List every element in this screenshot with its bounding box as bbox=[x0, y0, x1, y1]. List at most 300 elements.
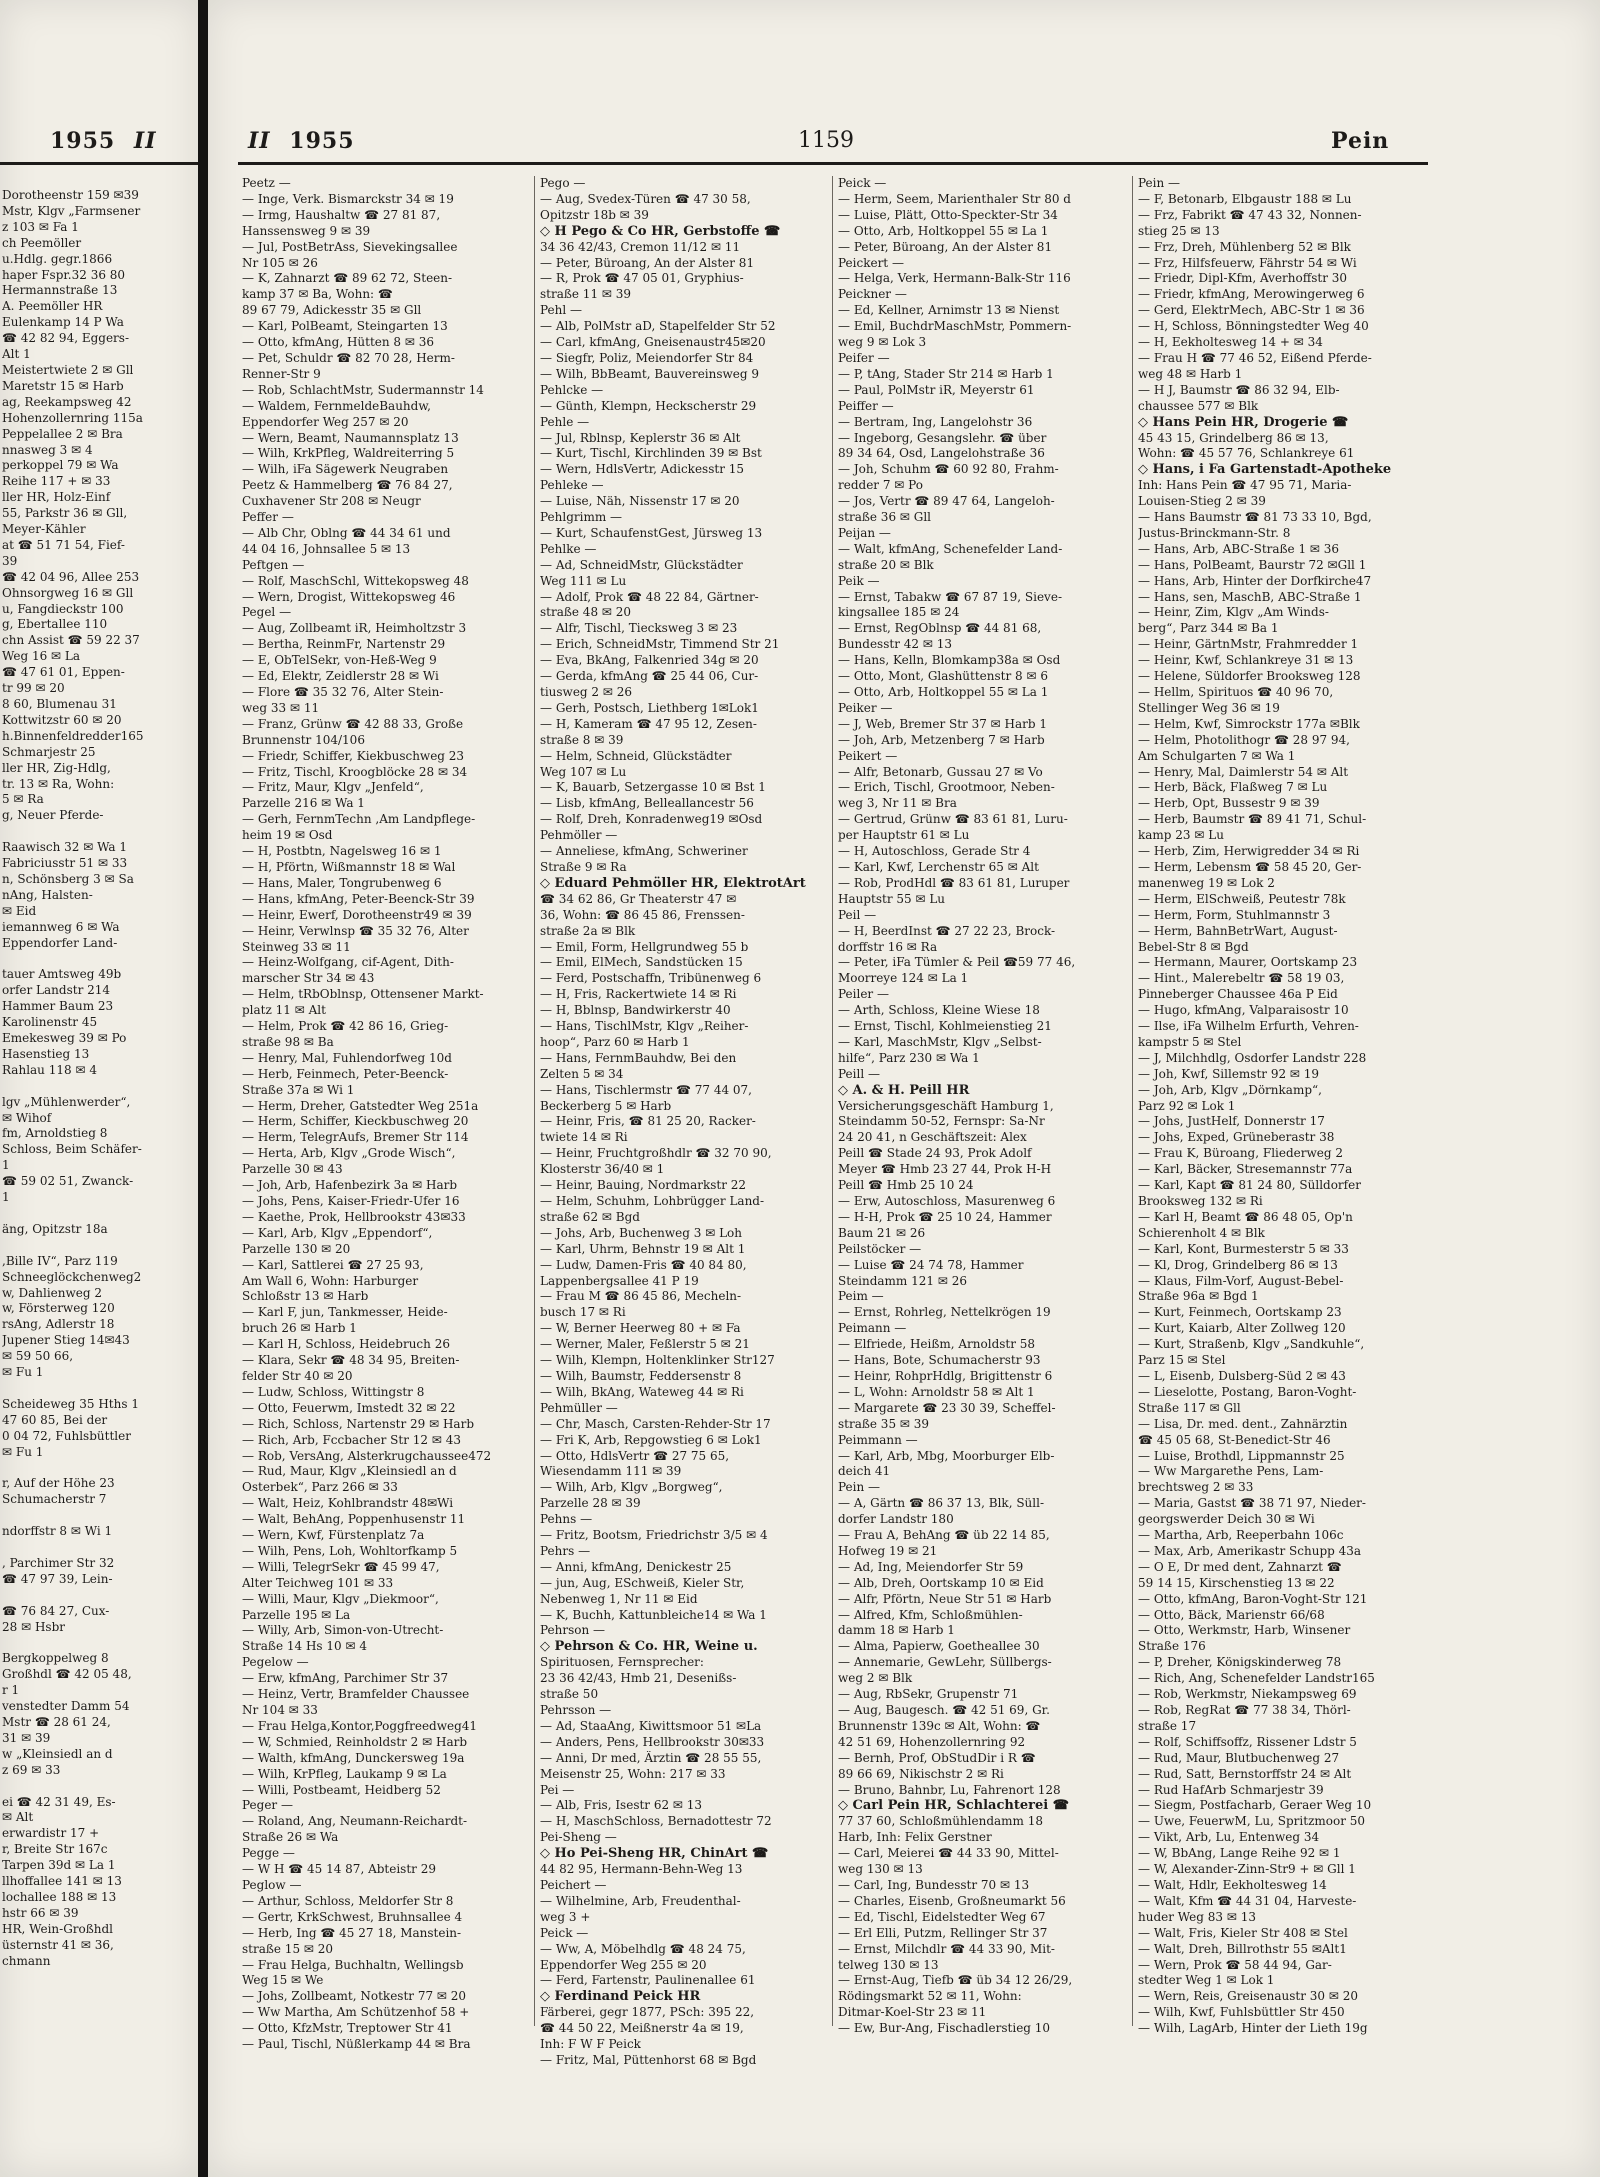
directory-line: — H, MaschSchloss, Bernadottestr 72 bbox=[540, 1814, 772, 1829]
directory-line: — Wern, Reis, Greisenaustr 30 ✉ 20 bbox=[1138, 1989, 1359, 2004]
directory-line: Peimmann — bbox=[838, 1432, 918, 1447]
directory-line: straße 50 bbox=[540, 1687, 599, 1702]
directory-line: weg 33 ✉ 11 bbox=[242, 700, 320, 715]
directory-line bbox=[2, 1588, 196, 1604]
directory-line: — Anni, Dr med, Ärztin ☎ 28 55 55, bbox=[540, 1750, 762, 1765]
directory-line: ✉ Wihof bbox=[2, 1110, 52, 1125]
directory-line: — Irmg, Haushaltw ☎ 27 81 87, bbox=[242, 207, 441, 222]
directory-line: orfer Landstr 214 bbox=[2, 983, 111, 998]
directory-line: Louisen-Stieg 2 ✉ 39 bbox=[1138, 494, 1266, 509]
directory-line bbox=[2, 1079, 196, 1095]
directory-line: — Helm, Kwf, Simrockstr 177a ✉Blk bbox=[1138, 716, 1360, 731]
directory-line: — Herb, Baumstr ☎ 89 41 71, Schul- bbox=[1138, 812, 1367, 827]
directory-line: — Hans, Maler, Tongrubenweg 6 bbox=[242, 875, 442, 890]
directory-line: stieg 25 ✉ 13 bbox=[1138, 223, 1220, 238]
directory-line: — Walt, Heiz, Kohlbrandstr 48✉Wi bbox=[242, 1496, 454, 1511]
directory-line: Nr 105 ✉ 26 bbox=[242, 255, 318, 270]
directory-line: — Kurt, Kaiarb, Alter Zollweg 120 bbox=[1138, 1321, 1346, 1336]
directory-line: — Fritz, Tischl, Kroogblöcke 28 ✉ 34 bbox=[242, 764, 468, 779]
directory-line: — Karl H, Beamt ☎ 86 48 05, Op'n bbox=[1138, 1209, 1353, 1224]
directory-line: — K, Bauarb, Setzergasse 10 ✉ Bst 1 bbox=[540, 780, 766, 795]
directory-line: — Herm, Schiffer, Kieckbuschweg 20 bbox=[242, 1114, 469, 1129]
directory-line: Peimann — bbox=[838, 1321, 907, 1336]
directory-line: — Joh, Kwf, Sillemstr 92 ✉ 19 bbox=[1138, 1066, 1320, 1081]
directory-line: kamp 37 ✉ Ba, Wohn: ☎ bbox=[242, 287, 393, 302]
directory-line: — Gerd, ElektrMech, ABC-Str 1 ✉ 36 bbox=[1138, 303, 1365, 318]
directory-line: Färberei, gegr 1877, PSch: 395 22, bbox=[540, 2005, 755, 2020]
directory-line: — Fritz, Maur, Klgv „Jenfeld“, bbox=[242, 780, 424, 795]
directory-line: — L, Wohn: Arnoldstr 58 ✉ Alt 1 bbox=[838, 1384, 1035, 1399]
directory-line: Pei-Sheng — bbox=[540, 1830, 617, 1845]
directory-line: — Annemarie, GewLehr, Süllbergs- bbox=[838, 1655, 1052, 1670]
directory-line: Stellinger Weg 36 ✉ 19 bbox=[1138, 700, 1280, 715]
directory-line: platz 11 ✉ Alt bbox=[242, 1003, 326, 1018]
directory-line: ☎ 42 82 94, Eggers- bbox=[2, 331, 130, 346]
directory-line: 34 36 42/43, Cremon 11/12 ✉ 11 bbox=[540, 239, 741, 254]
directory-line: Schneeglöckchenweg2 bbox=[2, 1269, 142, 1284]
directory-line: u, Fangdieckstr 100 bbox=[2, 601, 124, 616]
directory-line bbox=[2, 1238, 196, 1254]
directory-line: — Wilh, KrPfleg, Laukamp 9 ✉ La bbox=[242, 1766, 447, 1781]
directory-line: Straße 176 bbox=[1138, 1639, 1206, 1654]
directory-line: — Wern, Drogist, Wittekopsweg 46 bbox=[242, 589, 456, 604]
directory-line: — Ad, Ing, Meiendorfer Str 59 bbox=[838, 1559, 1024, 1574]
directory-line: straße 2a ✉ Blk bbox=[540, 923, 636, 938]
directory-line: 89 67 79, Adickesstr 35 ✉ Gll bbox=[242, 303, 422, 318]
directory-line: — Karl, Arb, Mbg, Moorburger Elb- bbox=[838, 1448, 1055, 1463]
directory-line: 39 bbox=[2, 553, 18, 568]
directory-line: — Jul, PostBetrAss, Sievekingsallee bbox=[242, 239, 458, 254]
directory-line: Weg 111 ✉ Lu bbox=[540, 573, 627, 588]
directory-line: — Herm, ElSchweiß, Peutestr 78k bbox=[1138, 891, 1346, 906]
directory-line: ndorffstr 8 ✉ Wi 1 bbox=[2, 1524, 113, 1539]
directory-line: — Roland, Ang, Neumann-Reichardt- bbox=[242, 1814, 468, 1829]
directory-line: ☎ 59 02 51, Zwanck- bbox=[2, 1174, 134, 1189]
directory-line: Alt 1 bbox=[2, 347, 31, 362]
directory-line: — Aug, RbSekr, Grupenstr 71 bbox=[838, 1687, 1019, 1702]
directory-line: Pehle — bbox=[540, 414, 590, 429]
directory-line: busch 17 ✉ Ri bbox=[540, 1305, 626, 1320]
directory-line: — Eva, BkAng, Falkenried 34g ✉ 20 bbox=[540, 653, 759, 668]
directory-line: — Anneliese, kfmAng, Schweriner bbox=[540, 844, 748, 859]
directory-line: ◇ Hans, i Fa Gartenstadt-Apotheke bbox=[1138, 462, 1392, 478]
directory-line: nnasweg 3 ✉ 4 bbox=[2, 442, 93, 457]
directory-line: — Kurt, Feinmech, Oortskamp 23 bbox=[1138, 1305, 1342, 1320]
directory-line: — Helm, Prok ☎ 42 86 16, Grieg- bbox=[242, 1019, 449, 1034]
directory-line: — Willi, Maur, Klgv „Diekmoor“, bbox=[242, 1591, 439, 1606]
directory-line: — Frz, Hilfsfeuerw, Fährstr 54 ✉ Wi bbox=[1138, 255, 1357, 270]
directory-line: — Wilh, LagArb, Hinter der Lieth 19g bbox=[1138, 2021, 1368, 2036]
directory-line: Reihe 117 + ✉ 33 bbox=[2, 474, 111, 489]
directory-line: — Heinr, GärtnMstr, Frahmredder 1 bbox=[1138, 637, 1359, 652]
directory-line bbox=[2, 952, 196, 968]
directory-line: Bergkoppelweg 8 bbox=[2, 1651, 109, 1666]
directory-line: — Walth, kfmAng, Dunckersweg 19a bbox=[242, 1750, 465, 1765]
directory-line: — Heinr, Fruchtgroßhdlr ☎ 32 70 90, bbox=[540, 1146, 772, 1161]
directory-line: — Willi, TelegrSekr ☎ 45 99 47, bbox=[242, 1559, 440, 1574]
directory-line: — Siegfr, Poliz, Meiendorfer Str 84 bbox=[540, 350, 754, 365]
directory-line: Peickner — bbox=[838, 287, 907, 302]
directory-line: Bebel-Str 8 ✉ Bgd bbox=[1138, 939, 1249, 954]
directory-line: Moorreye 124 ✉ La 1 bbox=[838, 971, 969, 986]
directory-line: — Wern, HdlsVertr, Adickesstr 15 bbox=[540, 462, 745, 477]
directory-line: ei ☎ 42 31 49, Es- bbox=[2, 1794, 116, 1809]
directory-line: üsternstr 41 ✉ 36, bbox=[2, 1937, 114, 1952]
directory-line: huder Weg 83 ✉ 13 bbox=[1138, 1909, 1256, 1924]
directory-line: — Hans, Bote, Schumacherstr 93 bbox=[838, 1353, 1041, 1368]
directory-line: — Wilh, Pens, Loh, Wohltorfkamp 5 bbox=[242, 1543, 458, 1558]
directory-line: Hauptstr 55 ✉ Lu bbox=[838, 891, 946, 906]
directory-line: — Frz, Fabrikt ☎ 47 43 32, Nonnen- bbox=[1138, 207, 1362, 222]
directory-line: Wiesendamm 111 ✉ 39 bbox=[540, 1464, 682, 1479]
left-page-column bbox=[2, 188, 196, 1970]
directory-line: — Heinr, Zim, Klgv „Am Winds- bbox=[1138, 605, 1329, 620]
directory-line: — Kurt, Tischl, Kirchlinden 39 ✉ Bst bbox=[540, 446, 762, 461]
directory-line: Peik — bbox=[838, 573, 880, 588]
directory-line: Parz 15 ✉ Stel bbox=[1138, 1353, 1226, 1368]
directory-line: 44 04 16, Johnsallee 5 ✉ 13 bbox=[242, 541, 411, 556]
directory-line: — P, tAng, Stader Str 214 ✉ Harb 1 bbox=[838, 366, 1054, 381]
directory-line: A. Peemöller HR bbox=[2, 299, 103, 314]
directory-line: n, Schönsberg 3 ✉ Sa bbox=[2, 871, 134, 886]
directory-line: 89 66 69, Nikischstr 2 ✉ Ri bbox=[838, 1766, 1004, 1781]
directory-line: — Maria, Gastst ☎ 38 71 97, Nieder- bbox=[1138, 1496, 1366, 1511]
directory-line: perkoppel 79 ✉ Wa bbox=[2, 458, 119, 473]
directory-line: — Joh, Schuhm ☎ 60 92 80, Frahm- bbox=[838, 462, 1059, 477]
directory-line: — Erich, SchneidMstr, Timmend Str 21 bbox=[540, 637, 780, 652]
directory-line: — Wilh, KrkPfleg, Waldreiterring 5 bbox=[242, 446, 455, 461]
directory-line: hstr 66 ✉ 39 bbox=[2, 1905, 79, 1920]
directory-line: — Hans, Kelln, Blomkamp38a ✉ Osd bbox=[838, 653, 1061, 668]
directory-line: — Rud HafArb Schmarjestr 39 bbox=[1138, 1782, 1324, 1797]
directory-line: iemannweg 6 ✉ Wa bbox=[2, 919, 120, 934]
directory-column-3 bbox=[838, 176, 1128, 2037]
left-running-head bbox=[50, 128, 157, 154]
directory-line: Peglow — bbox=[242, 1877, 302, 1892]
directory-line: — Herta, Arb, Klgv „Grode Wisch“, bbox=[242, 1146, 456, 1161]
directory-line: Eppendorfer Weg 255 ✉ 20 bbox=[540, 1957, 707, 1972]
directory-line: Pehrsson — bbox=[540, 1703, 612, 1717]
directory-line: Eulenkamp 14 P Wa bbox=[2, 315, 124, 330]
directory-line: tr. 13 ✉ Ra, Wohn: bbox=[2, 776, 115, 791]
directory-line: — Karl, Kwf, Lerchenstr 65 ✉ Alt bbox=[838, 859, 1039, 874]
directory-line: — Rud, Maur, Klgv „Kleinsiedl an d bbox=[242, 1464, 457, 1479]
column-divider bbox=[832, 176, 833, 2026]
directory-line bbox=[2, 1381, 196, 1397]
directory-line: Brooksweg 132 ✉ Ri bbox=[1138, 1194, 1263, 1208]
directory-line: — Frau H ☎ 77 46 52, Eißend Pferde- bbox=[1138, 350, 1372, 365]
directory-line: bruch 26 ✉ Harb 1 bbox=[242, 1321, 357, 1336]
directory-line bbox=[2, 1206, 196, 1222]
directory-line: 55, Parkstr 36 ✉ Gll, bbox=[2, 506, 128, 521]
directory-line: — Ew, Bur-Ang, Fischadlerstieg 10 bbox=[838, 2021, 1051, 2036]
directory-line: Am Wall 6, Wohn: Harburger bbox=[242, 1273, 419, 1288]
directory-line: Pehrson — bbox=[540, 1623, 606, 1638]
directory-line: — Erw, Autoschloss, Masurenweg 6 bbox=[838, 1194, 1056, 1208]
directory-line: — Ww Margarethe Pens, Lam- bbox=[1138, 1464, 1324, 1479]
directory-line: stedter Weg 1 ✉ Lok 1 bbox=[1138, 1973, 1275, 1988]
directory-line: r, Auf der Höhe 23 bbox=[2, 1476, 115, 1491]
directory-line: ch Peemöller bbox=[2, 235, 82, 250]
directory-line: Parzelle 216 ✉ Wa 1 bbox=[242, 796, 365, 811]
directory-line: — Karl, Kapt ☎ 81 24 80, Sülldorfer bbox=[1138, 1178, 1361, 1193]
directory-line: — Alb, Fris, Isestr 62 ✉ 13 bbox=[540, 1798, 703, 1813]
directory-line: Renner-Str 9 bbox=[242, 366, 321, 381]
directory-line: Hasenstieg 13 bbox=[2, 1046, 90, 1061]
directory-line: hoop“, Parz 60 ✉ Harb 1 bbox=[540, 1034, 690, 1049]
directory-line: — Aug, Svedex-Türen ☎ 47 30 58, bbox=[540, 191, 751, 206]
directory-line: — Wilh, BbBeamt, Bauvereinsweg 9 bbox=[540, 366, 760, 381]
directory-line: ◇ Pehrson & Co. HR, Weine u. bbox=[540, 1639, 758, 1655]
directory-line: — Rob, ProdHdl ☎ 83 61 81, Luruper bbox=[838, 875, 1070, 890]
directory-line: lgv „Mühlenwerder“, bbox=[2, 1094, 131, 1109]
directory-line bbox=[2, 1508, 196, 1524]
directory-line: — Ernst, RegOblnsp ☎ 44 81 68, bbox=[838, 621, 1042, 636]
directory-line: — Rolf, MaschSchl, Wittekopsweg 48 bbox=[242, 573, 469, 588]
directory-line: 42 51 69, Hohenzollernring 92 bbox=[838, 1734, 1026, 1749]
directory-line: — Fri K, Arb, Repgowstieg 6 ✉ Lok1 bbox=[540, 1432, 762, 1447]
directory-line: — Emil, BuchdrMaschMstr, Pommern- bbox=[838, 319, 1072, 334]
directory-line: ✉ Eid bbox=[2, 903, 37, 918]
directory-line: — Gerda, kfmAng ☎ 25 44 06, Cur- bbox=[540, 669, 759, 684]
directory-line: — Ludw, Damen-Fris ☎ 40 84 80, bbox=[540, 1257, 747, 1272]
directory-line: Jupener Stieg 14✉43 bbox=[2, 1333, 130, 1348]
column-divider bbox=[534, 176, 535, 2026]
directory-line: — Lisa, Dr. med. dent., Zahnärztin bbox=[1138, 1416, 1348, 1431]
directory-line: — Ernst, Milchdlr ☎ 44 33 90, Mit- bbox=[838, 1941, 1055, 1956]
directory-line: — W, BbAng, Lange Reihe 92 ✉ 1 bbox=[1138, 1846, 1341, 1861]
directory-line: Straße 9 ✉ Ra bbox=[540, 859, 627, 874]
directory-line: straße 35 ✉ 39 bbox=[838, 1416, 930, 1431]
directory-line: Parzelle 195 ✉ La bbox=[242, 1607, 351, 1622]
directory-line: weg 2 ✉ Blk bbox=[838, 1671, 913, 1686]
directory-line: HR, Wein-Großhdl bbox=[2, 1921, 114, 1936]
directory-line: ◇ Ho Pei-Sheng HR, ChinArt ☎ bbox=[540, 1846, 769, 1862]
directory-line: Raawisch 32 ✉ Wa 1 bbox=[2, 840, 127, 855]
directory-line: — Peter, Büroang, An der Alster 81 bbox=[540, 255, 755, 270]
directory-line: — Karl F, jun, Tankmesser, Heide- bbox=[242, 1305, 448, 1320]
directory-line: Weg 16 ✉ La bbox=[2, 649, 81, 664]
directory-line: u.Hdlg. gegr.1866 bbox=[2, 251, 113, 266]
directory-line: Pehleke — bbox=[540, 478, 604, 493]
directory-line: Pehrs — bbox=[540, 1543, 591, 1558]
directory-line: h.Binnenfeldredder165 bbox=[2, 728, 144, 743]
directory-line: — W H ☎ 45 14 87, Abteistr 29 bbox=[242, 1862, 436, 1877]
directory-line: — Karl, Bäcker, Stresemannstr 77a bbox=[1138, 1162, 1353, 1177]
directory-line: — Erw, kfmAng, Parchimer Str 37 bbox=[242, 1671, 449, 1686]
directory-line: — Herm, Lebensm ☎ 58 45 20, Ger- bbox=[1138, 859, 1362, 874]
directory-line: haper Fspr.32 36 80 bbox=[2, 267, 126, 282]
directory-line: — Jos, Vertr ☎ 89 47 64, Langeloh- bbox=[838, 494, 1055, 509]
directory-line: Peiker — bbox=[838, 700, 893, 715]
directory-line: Eppendorfer Weg 257 ✉ 20 bbox=[242, 414, 409, 429]
directory-line: 8 60, Blumenau 31 bbox=[2, 697, 117, 711]
directory-line: — Carl, kfmAng, Gneisenaustr45✉20 bbox=[540, 335, 766, 350]
directory-line: 0 04 72, Fuhlsbüttler bbox=[2, 1428, 131, 1443]
directory-line: — Erl Elli, Putzm, Rellinger Str 37 bbox=[838, 1925, 1048, 1940]
directory-line: — H, Pförtn, Wißmannstr 18 ✉ Wal bbox=[242, 859, 456, 874]
directory-line: Nebenweg 1, Nr 11 ✉ Eid bbox=[540, 1591, 698, 1606]
directory-line: — Frau Helga,Kontor,Poggfreedweg41 bbox=[242, 1718, 478, 1733]
directory-line: erwardistr 17 + bbox=[2, 1826, 100, 1841]
directory-line: — Bruno, Bahnbr, Lu, Fahrenort 128 bbox=[838, 1782, 1061, 1797]
directory-line: ✉ Fu 1 bbox=[2, 1365, 44, 1380]
directory-line: — Rud, Satt, Bernstorffstr 24 ✉ Alt bbox=[1138, 1766, 1352, 1781]
directory-line: ✉ 59 50 66, bbox=[2, 1349, 74, 1364]
directory-line bbox=[2, 1779, 196, 1795]
directory-line: — Jul, Rblnsp, Keplerstr 36 ✉ Alt bbox=[540, 430, 741, 445]
directory-line: — Otto, Arb, Holtkoppel 55 ✉ La 1 bbox=[838, 223, 1049, 238]
left-year: 1955 bbox=[50, 128, 116, 154]
directory-line: ☎ 47 97 39, Lein- bbox=[2, 1571, 113, 1586]
directory-line: — Hans, sen, MaschB, ABC-Straße 1 bbox=[1138, 589, 1362, 604]
directory-line: Mstr, Klgv „Farmsener bbox=[2, 203, 141, 218]
directory-line: — Heinr, Bauing, Nordmarkstr 22 bbox=[540, 1178, 747, 1193]
directory-line: r 1 bbox=[2, 1683, 20, 1698]
directory-line: — Rolf, Dreh, Konradenweg19 ✉Osd bbox=[540, 812, 763, 827]
directory-line: — H, Autoschloss, Gerade Str 4 bbox=[838, 844, 1031, 859]
directory-line: — Ernst, Tabakw ☎ 67 87 19, Sieve- bbox=[838, 589, 1062, 604]
directory-line: Pehlke — bbox=[540, 541, 597, 556]
directory-line: — Ilse, iFa Wilhelm Erfurth, Vehren- bbox=[1138, 1019, 1359, 1034]
directory-line: Cuxhavener Str 208 ✉ Neugr bbox=[242, 494, 421, 509]
directory-line: nAng, Halsten- bbox=[2, 887, 93, 902]
directory-line: — Helm, Schuhm, Lohbrügger Land- bbox=[540, 1194, 765, 1208]
directory-line: ller HR, Holz-Einf bbox=[2, 490, 111, 505]
directory-line: — Otto, KfzMstr, Treptower Str 41 bbox=[242, 2021, 453, 2036]
directory-line: — Rob, RegRat ☎ 77 38 34, Thörl- bbox=[1138, 1703, 1351, 1717]
directory-line: — Joh, Arb, Klgv „Dörnkamp“, bbox=[1138, 1082, 1322, 1097]
directory-line: — Peter, Büroang, An der Alster 81 bbox=[838, 239, 1053, 254]
directory-line: — Kl, Drog, Grindelberg 86 ✉ 13 bbox=[1138, 1257, 1338, 1272]
directory-line: — Wern, Kwf, Fürstenplatz 7a bbox=[242, 1528, 425, 1543]
directory-line: — Chr, Masch, Carsten-Rehder-Str 17 bbox=[540, 1416, 771, 1431]
directory-line: Weg 15 ✉ We bbox=[242, 1973, 324, 1988]
directory-line: — Flore ☎ 35 32 76, Alter Stein- bbox=[242, 685, 444, 699]
directory-line: — Pet, Schuldr ☎ 82 70 28, Herm- bbox=[242, 350, 455, 365]
directory-line: — Herb, Bäck, Flaßweg 7 ✉ Lu bbox=[1138, 780, 1328, 795]
directory-line: — Helm, tRbOblnsp, Ottensener Markt- bbox=[242, 987, 484, 1002]
directory-line: — H, BeerdInst ☎ 27 22 23, Brock- bbox=[838, 923, 1056, 938]
directory-line: — Aug, Baugesch. ☎ 42 51 69, Gr. bbox=[838, 1703, 1050, 1717]
directory-line: — Joh, Arb, Hafenbezirk 3a ✉ Harb bbox=[242, 1178, 458, 1193]
directory-line: — Herm, Seem, Marienthaler Str 80 d bbox=[838, 191, 1071, 206]
directory-line: Meistertwiete 2 ✉ Gll bbox=[2, 362, 134, 377]
directory-line: — Otto, Werkmstr, Harb, Winsener bbox=[1138, 1623, 1351, 1638]
directory-line: — Ferd, Postschaffn, Tribünenweg 6 bbox=[540, 971, 762, 986]
directory-line: Peifer — bbox=[838, 350, 890, 365]
directory-line: heim 19 ✉ Osd bbox=[242, 828, 333, 843]
directory-line: — H, Bblnsp, Bandwirkerstr 40 bbox=[540, 1003, 731, 1018]
directory-line: Karolinenstr 45 bbox=[2, 1015, 98, 1030]
directory-line: Großhdl ☎ 42 05 48, bbox=[2, 1667, 132, 1682]
directory-line: Inh: F W F Peick bbox=[540, 2037, 641, 2052]
directory-line: — J, Milchhdlg, Osdorfer Landstr 228 bbox=[1138, 1050, 1367, 1065]
directory-line: Peffer — bbox=[242, 510, 294, 525]
directory-line: — Hermann, Maurer, Oortskamp 23 bbox=[1138, 955, 1358, 970]
directory-line: Pehmüller — bbox=[540, 1400, 618, 1415]
directory-line: Hanssensweg 9 ✉ 39 bbox=[242, 223, 371, 238]
directory-line: 31 ✉ 39 bbox=[2, 1730, 51, 1745]
guide-word: Pein bbox=[1331, 128, 1390, 154]
directory-line: Schierenholt 4 ✉ Blk bbox=[1138, 1225, 1265, 1240]
directory-line: Parzelle 28 ✉ 39 bbox=[540, 1496, 641, 1511]
directory-line: — Joh, Arb, Metzenberg 7 ✉ Harb bbox=[838, 732, 1045, 747]
directory-line: Kottwitzstr 60 ✉ 20 bbox=[2, 712, 122, 727]
directory-line: — Herm, BahnBetrWart, August- bbox=[1138, 923, 1338, 938]
directory-line: rsAng, Adlerstr 18 bbox=[2, 1317, 115, 1332]
directory-line: — Otto, kfmAng, Baron-Voght-Str 121 bbox=[1138, 1591, 1368, 1606]
directory-line: Eppendorfer Land- bbox=[2, 935, 118, 950]
directory-line: Steinweg 33 ✉ 11 bbox=[242, 939, 351, 954]
directory-line: — Hans, TischlMstr, Klgv „Reiher- bbox=[540, 1019, 749, 1034]
directory-line: — Alfred, Kfm, Schloßmühlen- bbox=[838, 1607, 1023, 1622]
directory-line: — Wilh, Arb, Klgv „Borgweg“, bbox=[540, 1480, 723, 1495]
directory-line: Peick — bbox=[540, 1925, 589, 1940]
directory-line: straße 11 ✉ 39 bbox=[540, 287, 632, 302]
directory-line: straße 36 ✉ Gll bbox=[838, 510, 932, 525]
directory-line: ☎ 47 61 01, Eppen- bbox=[2, 665, 125, 680]
directory-line: — Wilh, Klempn, Holtenklinker Str127 bbox=[540, 1353, 775, 1368]
directory-line: — Wilh, iFa Sägewerk Neugraben bbox=[242, 462, 449, 477]
directory-line: — Otto, Mont, Glashüttenstr 8 ✉ 6 bbox=[838, 669, 1048, 684]
directory-line: ,Bille IV“, Parz 119 bbox=[2, 1253, 118, 1268]
directory-line: Peichert — bbox=[540, 1877, 607, 1892]
directory-line: — Alb, PolMstr aD, Stapelfelder Str 52 bbox=[540, 319, 776, 334]
directory-line: — Bertram, Ing, Langelohstr 36 bbox=[838, 414, 1033, 429]
directory-line: — Otto, Arb, Holtkoppel 55 ✉ La 1 bbox=[838, 685, 1049, 699]
directory-line: Pegge — bbox=[242, 1846, 295, 1861]
directory-line: lochallee 188 ✉ 13 bbox=[2, 1889, 117, 1904]
directory-line: — Elfriede, Heißm, Arnoldstr 58 bbox=[838, 1337, 1036, 1352]
directory-line: — Werner, Maler, Feßlerstr 5 ✉ 21 bbox=[540, 1337, 750, 1352]
directory-line: Brunnenstr 104/106 bbox=[242, 732, 365, 747]
directory-line: — Friedr, kfmAng, Merowingerweg 6 bbox=[1138, 287, 1365, 302]
directory-line: Hammer Baum 23 bbox=[2, 999, 114, 1014]
directory-line: Straße 26 ✉ Wa bbox=[242, 1830, 339, 1845]
directory-line: — Kurt, SchaufenstGest, Jürsweg 13 bbox=[540, 525, 763, 540]
directory-line: Peill — bbox=[838, 1066, 880, 1081]
directory-line: Straße 96a ✉ Bgd 1 bbox=[1138, 1289, 1259, 1304]
directory-line: Inh: Hans Pein ☎ 47 95 71, Maria- bbox=[1138, 478, 1352, 493]
directory-line: Rahlau 118 ✉ 4 bbox=[2, 1062, 97, 1077]
directory-line: Schloßstr 13 ✉ Harb bbox=[242, 1289, 369, 1304]
directory-line: ag, Reekampsweg 42 bbox=[2, 394, 132, 409]
directory-line: Alter Teichweg 101 ✉ 33 bbox=[242, 1575, 394, 1590]
directory-line: — Emil, Form, Hellgrundweg 55 b bbox=[540, 939, 749, 954]
directory-line: — Walt, Dreh, Billrothstr 55 ✉Alt1 bbox=[1138, 1941, 1347, 1956]
directory-line: weg 130 ✉ 13 bbox=[838, 1862, 923, 1877]
directory-line: Straße 14 Hs 10 ✉ 4 bbox=[242, 1639, 367, 1654]
directory-line: — H-H, Prok ☎ 25 10 24, Hammer bbox=[838, 1209, 1052, 1224]
directory-line: Pehlcke — bbox=[540, 382, 604, 397]
directory-line: Peim — bbox=[838, 1289, 884, 1304]
directory-line: fm, Arnoldstieg 8 bbox=[2, 1126, 108, 1141]
directory-line: — Siegm, Postfacharb, Geraer Weg 10 bbox=[1138, 1798, 1372, 1813]
directory-line: — Luise, Näh, Nissenstr 17 ✉ 20 bbox=[540, 494, 740, 509]
directory-line: — Walt, Hdlr, Eekholtesweg 14 bbox=[1138, 1877, 1327, 1892]
directory-line: — Herb, Feinmech, Peter-Beenck- bbox=[242, 1066, 449, 1081]
directory-line: Schmarjestr 25 bbox=[2, 744, 96, 759]
directory-line: damm 18 ✉ Harb 1 bbox=[838, 1623, 955, 1638]
directory-line: — Hugo, kfmAng, Valparaisostr 10 bbox=[1138, 1003, 1349, 1018]
directory-line: Steindamm 121 ✉ 26 bbox=[838, 1273, 967, 1288]
directory-line: — Heinr, Ewerf, Dorotheenstr49 ✉ 39 bbox=[242, 907, 472, 922]
directory-line: — Alfr, Betonarb, Gussau 27 ✉ Vo bbox=[838, 764, 1043, 779]
directory-line: — Henry, Mal, Fuhlendorfweg 10d bbox=[242, 1050, 452, 1065]
directory-line: at ☎ 51 71 54, Fief- bbox=[2, 537, 125, 552]
directory-line: Peetz — bbox=[242, 176, 291, 190]
